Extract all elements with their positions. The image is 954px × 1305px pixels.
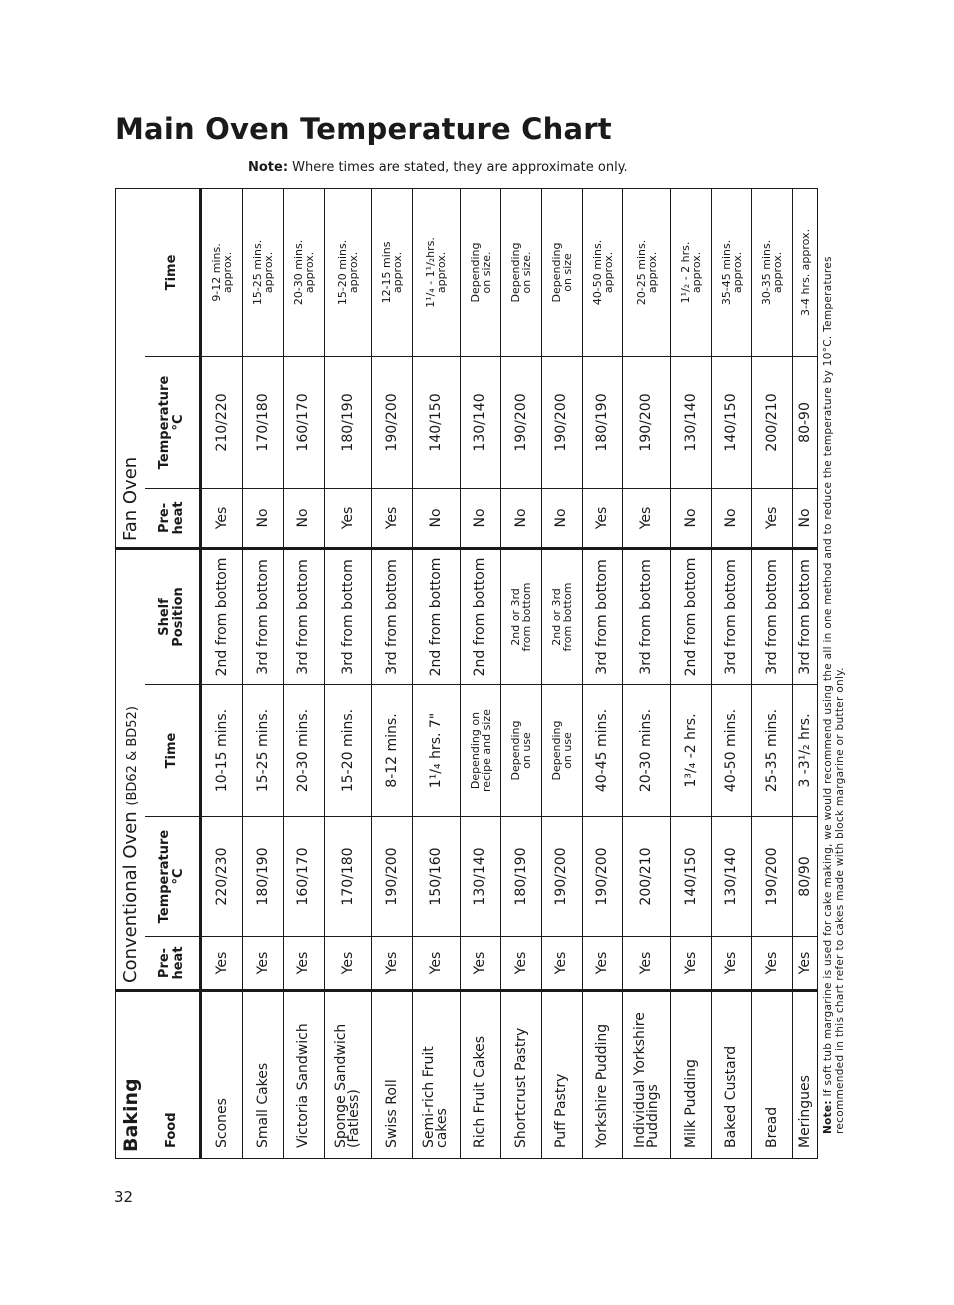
cell-conventional-temperature: 130/140: [711, 817, 752, 937]
cell-fan-time: 20-30 mins. approx.: [284, 188, 325, 356]
cell-conventional-temperature: 80/90: [793, 817, 818, 937]
cell-conventional-preheat: Yes: [752, 937, 793, 991]
cell-conventional-preheat: Yes: [582, 937, 623, 991]
cell-fan-preheat: No: [671, 488, 712, 548]
table-row: [501, 188, 542, 1158]
cell-food: Swiss Roll: [372, 991, 413, 1159]
page-number: 32: [114, 1188, 134, 1206]
cell-fan-temperature: 190/200: [623, 356, 671, 488]
cell-conventional-time: Depending on recipe and size: [460, 685, 501, 817]
cell-fan-temperature: 170/180: [243, 356, 284, 488]
cell-food: Meringues: [793, 991, 818, 1159]
cell-fan-temperature: 190/200: [372, 356, 413, 488]
cell-conventional-time: 40-50 mins.: [711, 685, 752, 817]
cell-shelf-position: 2nd from bottom: [671, 548, 712, 684]
footnote-text: If soft tub margarine is used for cake making, we would recommend using the all in one method and to reduce the temperature by 10°C. Temperatures recommended in this chart refer to cakes made with block margarine or butter only.: [822, 256, 846, 1134]
cell-conventional-preheat: Yes: [284, 937, 325, 991]
cell-conventional-time: 20-30 mins.: [284, 685, 325, 817]
note-text: Where times are stated, they are approximate only.: [288, 160, 628, 175]
cell-food: Scones: [201, 991, 243, 1159]
cell-food: Bread: [752, 991, 793, 1159]
cell-conventional-temperature: 180/190: [501, 817, 542, 937]
col-conventional-preheat-label: Pre- heat: [157, 946, 186, 980]
cell-food: Small Cakes: [243, 991, 284, 1159]
cell-shelf-position: 3rd from bottom: [752, 548, 793, 684]
cell-shelf-position: 3rd from bottom: [793, 548, 818, 684]
table-row: [542, 188, 583, 1158]
cell-fan-preheat: No: [460, 488, 501, 548]
cell-conventional-temperature: 140/150: [671, 817, 712, 937]
margarine-footnote: [822, 186, 858, 1134]
cell-conventional-time: 8-12 mins.: [372, 685, 413, 817]
cell-conventional-preheat: Yes: [201, 937, 243, 991]
cell-conventional-time: 3 -3¹/₂ hrs.: [793, 685, 818, 817]
cell-fan-time: 20-25 mins. approx.: [623, 188, 671, 356]
cell-shelf-position: 2nd or 3rd from bottom: [501, 548, 542, 684]
cell-fan-time: 9-12 mins. approx.: [201, 188, 243, 356]
cell-conventional-temperature: 170/180: [324, 817, 372, 937]
column-header-row: [145, 188, 201, 1158]
cell-fan-temperature: 190/200: [501, 356, 542, 488]
cell-fan-temperature: 140/150: [413, 356, 461, 488]
cell-conventional-preheat: Yes: [324, 937, 372, 991]
cell-fan-temperature: 160/170: [284, 356, 325, 488]
cell-fan-preheat: No: [413, 488, 461, 548]
table-row: [201, 188, 243, 1158]
cell-shelf-position: 3rd from bottom: [372, 548, 413, 684]
col-fan-preheat-label: Pre- heat: [157, 501, 186, 535]
cell-food: Yorkshire Pudding: [582, 991, 623, 1159]
cell-food: Puff Pastry: [542, 991, 583, 1159]
conventional-oven-label: Conventional Oven: [120, 811, 141, 983]
table-row: [413, 188, 461, 1158]
table-row: [284, 188, 325, 1158]
cell-conventional-preheat: Yes: [711, 937, 752, 991]
table-row: [324, 188, 372, 1158]
cell-conventional-preheat: Yes: [501, 937, 542, 991]
col-conventional-preheat: [145, 937, 201, 991]
cell-food: Baked Custard: [711, 991, 752, 1159]
cell-conventional-temperature: 160/170: [284, 817, 325, 937]
cell-shelf-position: 3rd from bottom: [623, 548, 671, 684]
cell-conventional-preheat: Yes: [413, 937, 461, 991]
col-fan-preheat: [145, 488, 201, 548]
note-label: Note:: [248, 160, 289, 175]
cell-conventional-time: 40-45 mins.: [582, 685, 623, 817]
table-row: [711, 188, 752, 1158]
cell-conventional-preheat: Yes: [460, 937, 501, 991]
cell-conventional-temperature: 190/200: [372, 817, 413, 937]
cell-fan-preheat: Yes: [372, 488, 413, 548]
footnote-label: Note:: [822, 1100, 834, 1134]
table-row: [752, 188, 793, 1158]
cell-fan-temperature: 130/140: [671, 356, 712, 488]
cell-fan-preheat: No: [711, 488, 752, 548]
cell-conventional-temperature: 190/200: [582, 817, 623, 937]
cell-food: Semi-rich Fruit cakes: [413, 991, 461, 1159]
cell-conventional-temperature: 150/160: [413, 817, 461, 937]
cell-food: Sponge Sandwich (Fatless): [324, 991, 372, 1159]
table-row: [671, 188, 712, 1158]
temperature-table-rotated: [115, 189, 818, 1159]
cell-shelf-position: 3rd from bottom: [711, 548, 752, 684]
cell-conventional-time: 25-35 mins.: [752, 685, 793, 817]
cell-fan-time: 35-45 mins. approx.: [711, 188, 752, 356]
cell-fan-temperature: 180/190: [582, 356, 623, 488]
col-fan-temperature-label: Temperature °C: [157, 375, 186, 470]
cell-fan-preheat: Yes: [623, 488, 671, 548]
section-conventional-oven: [116, 548, 146, 990]
cell-fan-time: 12-15 mins approx.: [372, 188, 413, 356]
table-row: [243, 188, 284, 1158]
cell-fan-preheat: Yes: [752, 488, 793, 548]
cell-food: Victoria Sandwich: [284, 991, 325, 1159]
col-food: Food: [145, 991, 201, 1159]
cell-fan-time: 30-35 mins. approx.: [752, 188, 793, 356]
cell-fan-temperature: 180/190: [324, 356, 372, 488]
cell-fan-time: 40-50 mins. approx.: [582, 188, 623, 356]
approximate-times-note: [248, 160, 628, 175]
cell-shelf-position: 2nd or 3rd from bottom: [542, 548, 583, 684]
cell-conventional-temperature: 220/230: [201, 817, 243, 937]
cell-conventional-time: 1³/₄ -2 hrs.: [671, 685, 712, 817]
cell-fan-time: 15-25 mins. approx.: [243, 188, 284, 356]
col-conventional-temperature-label: Temperature °C: [157, 829, 186, 924]
table-row: [372, 188, 413, 1158]
footnote-container: [822, 186, 858, 1134]
cell-shelf-position: 3rd from bottom: [324, 548, 372, 684]
page-title: Main Oven Temperature Chart: [115, 112, 612, 146]
cell-food: Rich Fruit Cakes: [460, 991, 501, 1159]
cell-shelf-position: 3rd from bottom: [243, 548, 284, 684]
table-row: [582, 188, 623, 1158]
col-fan-time: Time: [145, 188, 201, 356]
cell-fan-time: Depending on size.: [460, 188, 501, 356]
col-shelf-position-label: Shelf Position: [157, 587, 186, 647]
cell-conventional-temperature: 190/200: [752, 817, 793, 937]
temperature-table-container: [115, 189, 818, 1159]
cell-conventional-temperature: 200/210: [623, 817, 671, 937]
cell-conventional-time: 20-30 mins.: [623, 685, 671, 817]
cell-conventional-temperature: 190/200: [542, 817, 583, 937]
cell-fan-temperature: 130/140: [460, 356, 501, 488]
col-conventional-time: Time: [145, 685, 201, 817]
cell-conventional-time: 15-25 mins.: [243, 685, 284, 817]
cell-fan-preheat: No: [284, 488, 325, 548]
section-baking: Baking: [116, 991, 146, 1159]
cell-conventional-time: 10-15 mins.: [201, 685, 243, 817]
cell-fan-time: 15-20 mins. approx.: [324, 188, 372, 356]
cell-fan-preheat: No: [243, 488, 284, 548]
cell-fan-preheat: Yes: [201, 488, 243, 548]
cell-fan-temperature: 80-90: [793, 356, 818, 488]
table-body: [201, 188, 818, 1158]
cell-conventional-preheat: Yes: [623, 937, 671, 991]
cell-fan-temperature: 200/210: [752, 356, 793, 488]
col-conventional-temperature: [145, 817, 201, 937]
cell-fan-time: 1¹/₂ - 2 hrs. approx.: [671, 188, 712, 356]
cell-conventional-time: 1¹/₄ hrs. 7": [413, 685, 461, 817]
cell-conventional-preheat: Yes: [671, 937, 712, 991]
cell-conventional-temperature: 130/140: [460, 817, 501, 937]
table-row: [623, 188, 671, 1158]
col-shelf-position: [145, 548, 201, 684]
cell-shelf-position: 2nd from bottom: [413, 548, 461, 684]
cell-food: Milk Pudding: [671, 991, 712, 1159]
cell-conventional-preheat: Yes: [793, 937, 818, 991]
cell-conventional-time: 15-20 mins.: [324, 685, 372, 817]
cell-conventional-preheat: Yes: [542, 937, 583, 991]
cell-shelf-position: 3rd from bottom: [284, 548, 325, 684]
cell-food: Shortcrust Pastry: [501, 991, 542, 1159]
cell-shelf-position: 2nd from bottom: [201, 548, 243, 684]
cell-fan-preheat: Yes: [324, 488, 372, 548]
cell-fan-temperature: 210/220: [201, 356, 243, 488]
cell-fan-preheat: No: [793, 488, 818, 548]
cell-fan-time: 1¹/₄ - 1¹/₂hrs. approx.: [413, 188, 461, 356]
section-fan-oven: Fan Oven: [116, 188, 146, 548]
cell-food: Individual Yorkshire Puddings: [623, 991, 671, 1159]
cell-shelf-position: 3rd from bottom: [582, 548, 623, 684]
section-header-row: [116, 188, 146, 1158]
cell-fan-preheat: No: [501, 488, 542, 548]
cell-fan-preheat: No: [542, 488, 583, 548]
cell-conventional-time: Depending on use: [542, 685, 583, 817]
table-row: [793, 188, 818, 1158]
table-row: [460, 188, 501, 1158]
col-fan-temperature: [145, 356, 201, 488]
temperature-table: [115, 188, 818, 1159]
cell-fan-time: 3-4 hrs. approx.: [793, 188, 818, 356]
cell-fan-temperature: 190/200: [542, 356, 583, 488]
cell-fan-time: Depending on size: [542, 188, 583, 356]
cell-shelf-position: 2nd from bottom: [460, 548, 501, 684]
cell-conventional-preheat: Yes: [372, 937, 413, 991]
conventional-models-label: (BD62 & BD52): [125, 706, 140, 806]
cell-fan-time: Depending on size.: [501, 188, 542, 356]
cell-fan-temperature: 140/150: [711, 356, 752, 488]
cell-fan-preheat: Yes: [582, 488, 623, 548]
cell-conventional-preheat: Yes: [243, 937, 284, 991]
cell-conventional-time: Depending on use: [501, 685, 542, 817]
cell-conventional-temperature: 180/190: [243, 817, 284, 937]
